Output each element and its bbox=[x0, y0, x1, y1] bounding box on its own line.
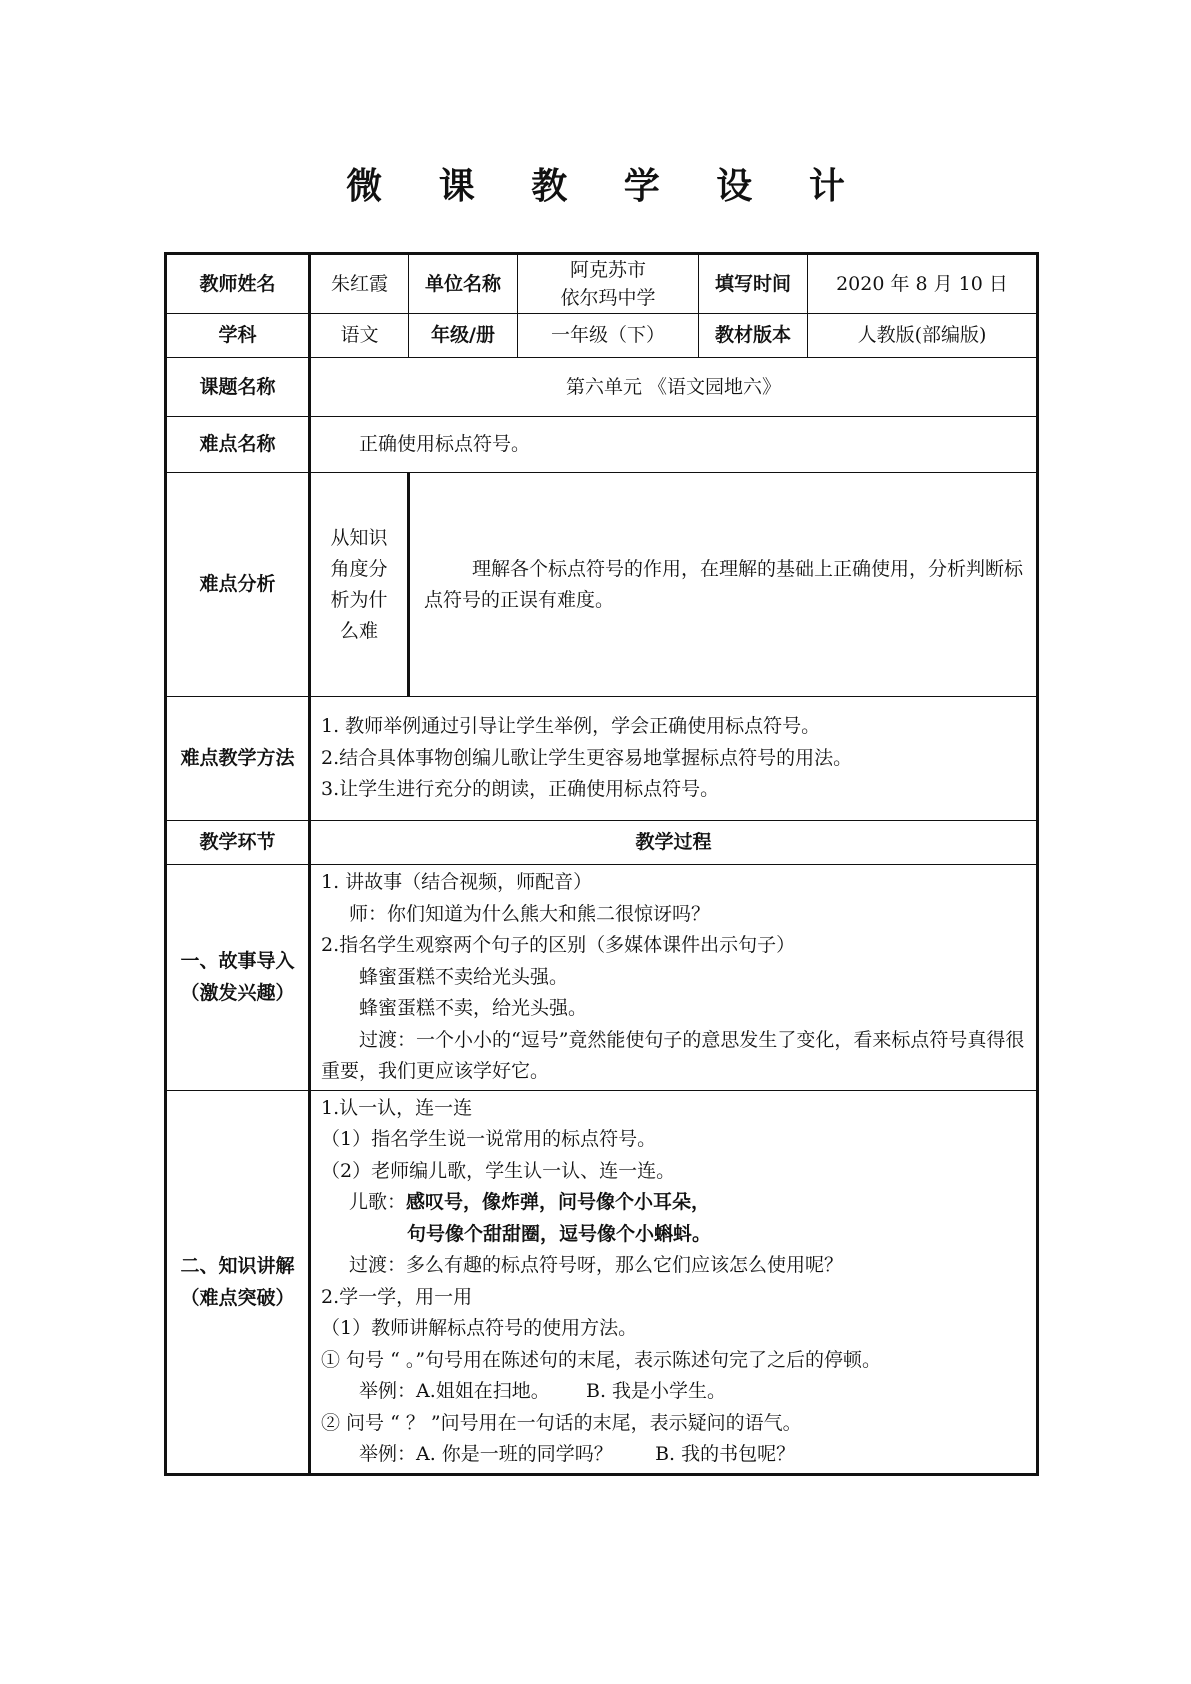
stage1-content bbox=[310, 865, 1038, 1091]
stage1-label bbox=[166, 865, 310, 1091]
song-prefix: 儿歌： bbox=[349, 1191, 407, 1213]
row-subject-info bbox=[166, 314, 1038, 358]
analysis-content bbox=[409, 473, 1038, 697]
stage2-content bbox=[310, 1090, 1038, 1474]
stage2-line: （2）老师编儿歌，学生认一认、连一连。 bbox=[321, 1159, 676, 1182]
unit-value bbox=[518, 254, 699, 314]
stage2-line: 2.学一学，用一用 bbox=[321, 1285, 473, 1308]
row-analysis bbox=[166, 473, 1038, 697]
stage2-label-line2: （难点突破） bbox=[180, 1286, 295, 1309]
stage1-line: 师：你们知道为什么熊大和熊二很惊讶吗？ bbox=[349, 902, 711, 925]
row-process-header bbox=[166, 821, 1038, 865]
stage1-line: 蜂蜜蛋糕不卖，给光头强。 bbox=[359, 997, 588, 1019]
stage2-line: 1.认一认，连一连 bbox=[321, 1096, 473, 1119]
stage2-line-song bbox=[321, 1187, 1026, 1219]
stage2-line: 举例：A.姐姐在扫地。 B. 我是小学生。 bbox=[359, 1380, 727, 1402]
analysis-sub-line: 析为什 bbox=[330, 588, 388, 611]
grade-label: 年级/册 bbox=[409, 314, 518, 358]
analysis-text: 理解各个标点符号的作用，在理解的基础上正确使用，分析判断标点符号的正误有难度。 bbox=[424, 557, 1024, 611]
stage2-line: （1）教师讲解标点符号的使用方法。 bbox=[321, 1317, 638, 1339]
teacher-label: 教师姓名 bbox=[166, 254, 310, 314]
topic-label: 课题名称 bbox=[166, 358, 310, 417]
topic-value: 第六单元 《语文园地六》 bbox=[310, 358, 1038, 417]
row-method bbox=[166, 697, 1038, 821]
stage1-label-line1: 一、故事导入 bbox=[180, 950, 295, 973]
stage1-line: 蜂蜜蛋糕不卖给光头强。 bbox=[359, 965, 569, 988]
difficulty-label: 难点名称 bbox=[166, 417, 310, 473]
date-label: 填写时间 bbox=[699, 254, 808, 314]
stage2-line: 举例：A. 你是一班的同学吗？ B. 我的书包呢？ bbox=[359, 1443, 796, 1465]
method-line: 3.让学生进行充分的朗读，正确使用标点符号。 bbox=[321, 778, 720, 801]
lesson-design-table bbox=[164, 252, 1039, 1476]
teacher-value: 朱红霞 bbox=[310, 254, 409, 314]
analysis-sub-line: 从知识 bbox=[330, 526, 388, 549]
stage2-line: ① 句号 “ 。”句号用在陈述句的末尾，表示陈述句完了之后的停顿。 bbox=[321, 1348, 882, 1371]
difficulty-value: 正确使用标点符号。 bbox=[310, 417, 1038, 473]
row-topic bbox=[166, 358, 1038, 417]
subject-value: 语文 bbox=[310, 314, 409, 358]
analysis-sub-label bbox=[310, 473, 409, 697]
stage2-label bbox=[166, 1090, 310, 1474]
row-stage-1 bbox=[166, 865, 1038, 1091]
grade-value: 一年级（下） bbox=[518, 314, 699, 358]
method-line: 1. 教师举例通过引导让学生举例，学会正确使用标点符号。 bbox=[321, 715, 821, 738]
stage2-label-line1: 二、知识讲解 bbox=[180, 1254, 295, 1277]
stage1-label-line2: （激发兴趣） bbox=[180, 982, 295, 1005]
analysis-sub-line: 么难 bbox=[339, 619, 378, 642]
stage2-line: 过渡：多么有趣的标点符号呀，那么它们应该怎么使用呢？ bbox=[349, 1254, 844, 1276]
method-content bbox=[310, 697, 1038, 821]
date-value: 2020 年 8 月 10 日 bbox=[808, 254, 1038, 314]
subject-label: 学科 bbox=[166, 314, 310, 358]
analysis-sub-line: 角度分 bbox=[330, 557, 388, 580]
stage1-line: 2.指名学生观察两个句子的区别（多媒体课件出示句子） bbox=[321, 934, 796, 956]
song-line-2: 句号像个甜甜圈，逗号像个小蝌蚪。 bbox=[407, 1222, 712, 1245]
stage1-line: 1. 讲故事（结合视频，师配音） bbox=[321, 871, 593, 893]
unit-value-line1: 阿克苏市 bbox=[569, 259, 646, 281]
edition-value: 人教版(部编版) bbox=[808, 314, 1038, 358]
unit-value-line2: 依尔玛中学 bbox=[560, 287, 656, 309]
method-line: 2.结合具体事物创编儿歌让学生更容易地掌握标点符号的用法。 bbox=[321, 746, 853, 769]
row-difficulty bbox=[166, 417, 1038, 473]
row-stage-2 bbox=[166, 1090, 1038, 1474]
song-line-1: 感叹号，像炸弹，问号像个小耳朵， bbox=[406, 1191, 711, 1213]
stage1-line: 过渡：一个小小的“逗号”竟然能使句子的意思发生了变化，看来标点符号真得很重要，我们更应该学好它。 bbox=[321, 1028, 1025, 1082]
method-label: 难点教学方法 bbox=[166, 697, 310, 821]
stage-header: 教学环节 bbox=[166, 821, 310, 865]
edition-label: 教材版本 bbox=[699, 314, 808, 358]
unit-label: 单位名称 bbox=[409, 254, 518, 314]
page-title: 微 课 教 学 设 计 bbox=[346, 166, 867, 207]
stage2-line: （1）指名学生说一说常用的标点符号。 bbox=[321, 1128, 657, 1150]
row-teacher-info bbox=[166, 254, 1038, 314]
analysis-label: 难点分析 bbox=[166, 473, 310, 697]
process-header: 教学过程 bbox=[310, 821, 1038, 865]
stage2-line: ② 问号 “ ？ ”问号用在一句话的末尾，表示疑问的语气。 bbox=[321, 1411, 802, 1434]
